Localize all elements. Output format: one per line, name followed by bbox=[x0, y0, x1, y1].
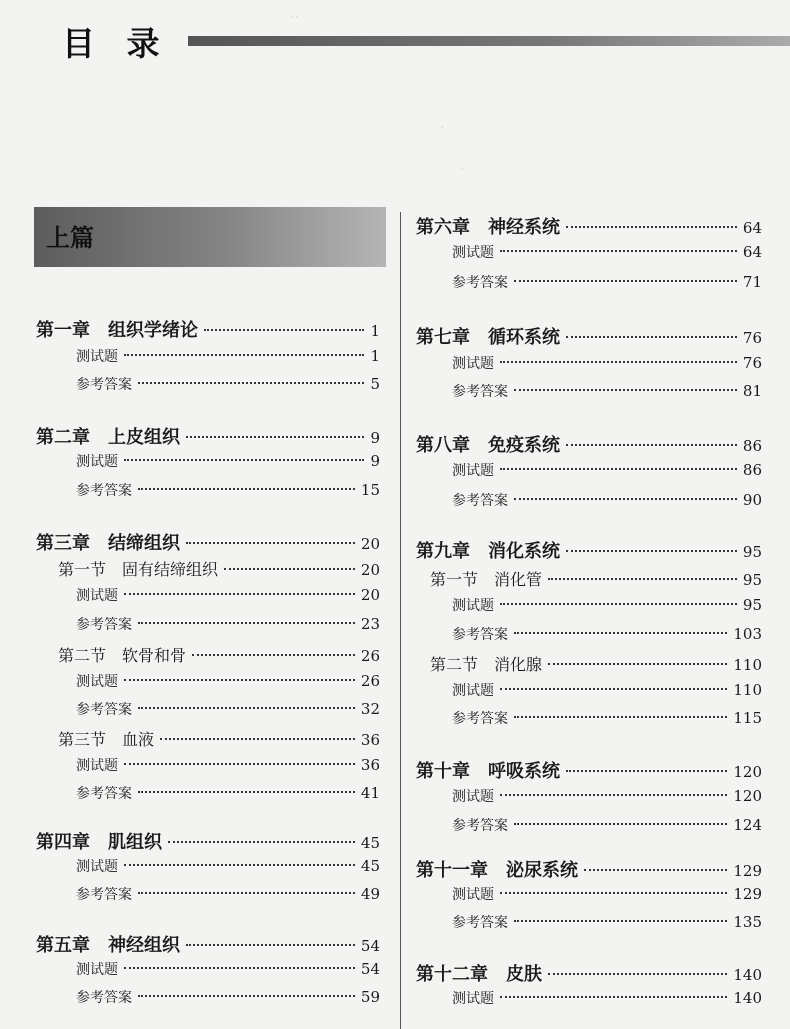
toc-entry-page-number: 129 bbox=[733, 862, 762, 880]
dot-leader bbox=[124, 864, 355, 866]
toc-entry-page-number: 9 bbox=[370, 452, 380, 470]
toc-entry-label: 测试题 bbox=[452, 887, 494, 903]
dot-leader bbox=[566, 226, 737, 228]
toc-entry-label: 第七章 循环系统 bbox=[416, 327, 560, 348]
toc-entry-label: 第二章 上皮组织 bbox=[36, 427, 180, 448]
toc-entry-item bbox=[412, 381, 762, 405]
toc-entry-page-number: 124 bbox=[733, 816, 762, 834]
toc-entry-item bbox=[412, 624, 762, 648]
toc-entry-label: 参考答案 bbox=[76, 887, 132, 903]
toc-entry-label: 第一章 组织学绪论 bbox=[36, 320, 198, 341]
toc-entry-page-number: 76 bbox=[742, 329, 762, 347]
dot-leader bbox=[514, 280, 737, 282]
toc-entry-label: 第二节 软骨和骨 bbox=[58, 646, 187, 665]
dot-leader bbox=[186, 436, 364, 438]
toc-entry-page-number: 140 bbox=[733, 966, 762, 984]
dot-leader bbox=[500, 603, 737, 605]
dot-leader bbox=[138, 892, 355, 894]
toc-entry-item bbox=[412, 786, 762, 810]
toc-entry-item bbox=[36, 959, 380, 983]
toc-entry-page-number: 15 bbox=[360, 481, 380, 499]
toc-entry-item bbox=[412, 460, 762, 484]
dot-leader bbox=[204, 329, 364, 331]
toc-entry-chapter bbox=[412, 757, 762, 781]
toc-entry-label: 测试题 bbox=[452, 683, 494, 699]
toc-entry-item bbox=[412, 912, 762, 936]
toc-entry-page-number: 20 bbox=[360, 586, 380, 604]
toc-entry-item bbox=[412, 815, 762, 839]
toc-entry-label: 第一节 消化管 bbox=[430, 570, 543, 589]
toc-entry-chapter bbox=[412, 960, 762, 984]
toc-entry-label: 参考答案 bbox=[452, 275, 508, 291]
dot-leader bbox=[500, 250, 737, 252]
dot-leader bbox=[168, 841, 355, 843]
dot-leader bbox=[514, 716, 727, 718]
dot-leader bbox=[514, 823, 727, 825]
toc-entry-label: 参考答案 bbox=[452, 384, 508, 400]
toc-entry-item bbox=[36, 346, 380, 370]
toc-entry-item bbox=[36, 884, 380, 908]
toc-entry-label: 参考答案 bbox=[76, 377, 132, 393]
toc-entry-item bbox=[412, 884, 762, 908]
toc-entry-label: 第九章 消化系统 bbox=[416, 541, 560, 562]
toc-entry-label: 参考答案 bbox=[76, 990, 132, 1006]
toc-entry-item bbox=[36, 585, 380, 609]
toc-entry-item bbox=[36, 671, 380, 695]
toc-entry-label: 参考答案 bbox=[452, 915, 508, 931]
toc-entry-page-number: 26 bbox=[360, 647, 380, 665]
toc-entry-page-number: 32 bbox=[360, 700, 380, 718]
toc-entry-item bbox=[36, 856, 380, 880]
dot-leader bbox=[124, 593, 355, 595]
dot-leader bbox=[192, 654, 355, 656]
toc-entry-page-number: 140 bbox=[733, 989, 762, 1007]
toc-entry-item bbox=[36, 783, 380, 807]
toc-entry-item bbox=[36, 699, 380, 723]
dot-leader bbox=[500, 996, 727, 998]
toc-entry-label: 测试题 bbox=[452, 356, 494, 372]
toc-entry-label: 第八章 免疫系统 bbox=[416, 435, 560, 456]
toc-entry-chapter bbox=[36, 828, 380, 852]
toc-entry-page-number: 45 bbox=[360, 834, 380, 852]
toc-entry-item bbox=[412, 988, 762, 1012]
page-title: 目 录 bbox=[62, 24, 170, 63]
toc-entry-page-number: 86 bbox=[742, 437, 762, 455]
dot-leader bbox=[566, 336, 737, 338]
toc-entry-page-number: 20 bbox=[360, 535, 380, 553]
toc-entry-label: 测试题 bbox=[76, 454, 118, 470]
toc-entry-section bbox=[412, 567, 762, 591]
dot-leader bbox=[138, 488, 355, 490]
toc-entry-label: 第五章 神经组织 bbox=[36, 935, 180, 956]
toc-entry-page-number: 110 bbox=[733, 681, 762, 699]
toc-entry-label: 测试题 bbox=[76, 674, 118, 690]
toc-entry-page-number: 41 bbox=[360, 784, 380, 802]
toc-entry-page-number: 110 bbox=[733, 656, 762, 674]
toc-entry-label: 第一节 固有结缔组织 bbox=[58, 560, 219, 579]
toc-entry-page-number: 54 bbox=[360, 937, 380, 955]
dot-leader bbox=[548, 578, 737, 580]
dot-leader bbox=[138, 707, 355, 709]
toc-entry-chapter bbox=[36, 931, 380, 955]
column-divider bbox=[400, 212, 401, 1029]
toc-entry-page-number: 64 bbox=[742, 219, 762, 237]
dot-leader bbox=[514, 920, 727, 922]
toc-entry-page-number: 71 bbox=[742, 273, 762, 291]
toc-entry-page-number: 129 bbox=[733, 885, 762, 903]
toc-entry-chapter bbox=[412, 537, 762, 561]
toc-entry-chapter bbox=[36, 529, 380, 553]
dot-leader bbox=[124, 354, 364, 356]
toc-entry-chapter bbox=[412, 431, 762, 455]
toc-entry-chapter bbox=[412, 323, 762, 347]
toc-entry-page-number: 95 bbox=[742, 543, 762, 561]
toc-entry-chapter bbox=[36, 316, 380, 340]
toc-entry-page-number: 45 bbox=[360, 857, 380, 875]
toc-entry-label: 参考答案 bbox=[452, 818, 508, 834]
dot-leader bbox=[566, 550, 737, 552]
toc-entry-section bbox=[36, 557, 380, 581]
toc-entry-label: 第二节 消化腺 bbox=[430, 655, 543, 674]
toc-entry-item bbox=[412, 490, 762, 514]
toc-entry-page-number: 1 bbox=[370, 347, 380, 365]
toc-entry-label: 参考答案 bbox=[452, 493, 508, 509]
toc-entry-label: 测试题 bbox=[452, 245, 494, 261]
toc-entry-chapter bbox=[412, 856, 762, 880]
toc-entry-item bbox=[36, 755, 380, 779]
dot-leader bbox=[566, 444, 737, 446]
toc-entry-page-number: 120 bbox=[733, 763, 762, 781]
toc-entry-page-number: 95 bbox=[742, 571, 762, 589]
toc-entry-label: 测试题 bbox=[452, 991, 494, 1007]
toc-entry-item bbox=[412, 272, 762, 296]
toc-entry-page-number: 36 bbox=[360, 731, 380, 749]
part-label: 上篇 bbox=[46, 224, 94, 252]
toc-entry-page-number: 23 bbox=[360, 615, 380, 633]
dot-leader bbox=[514, 498, 737, 500]
toc-entry-page-number: 26 bbox=[360, 672, 380, 690]
toc-entry-label: 第四章 肌组织 bbox=[36, 832, 162, 853]
toc-entry-label: 第三章 结缔组织 bbox=[36, 533, 180, 554]
toc-entry-page-number: 95 bbox=[742, 596, 762, 614]
toc-entry-chapter bbox=[412, 213, 762, 237]
toc-entry-page-number: 20 bbox=[360, 561, 380, 579]
dot-leader bbox=[548, 973, 727, 975]
toc-entry-page-number: 1 bbox=[370, 322, 380, 340]
dot-leader bbox=[124, 967, 355, 969]
toc-entry-page-number: 135 bbox=[733, 913, 762, 931]
toc-entry-page-number: 59 bbox=[360, 988, 380, 1006]
toc-entry-section bbox=[36, 727, 380, 751]
dot-leader bbox=[548, 663, 727, 665]
dot-leader bbox=[186, 542, 355, 544]
toc-entry-item bbox=[36, 614, 380, 638]
toc-entry-page-number: 49 bbox=[360, 885, 380, 903]
dot-leader bbox=[138, 995, 355, 997]
dot-leader bbox=[138, 791, 355, 793]
toc-entry-page-number: 54 bbox=[360, 960, 380, 978]
toc-entry-label: 第三节 血液 bbox=[58, 730, 155, 749]
toc-entry-label: 测试题 bbox=[76, 859, 118, 875]
toc-entry-page-number: 86 bbox=[742, 461, 762, 479]
toc-entry-item bbox=[36, 451, 380, 475]
toc-entry-item bbox=[36, 374, 380, 398]
toc-entry-page-number: 115 bbox=[733, 709, 762, 727]
dot-leader bbox=[500, 892, 727, 894]
toc-entry-label: 参考答案 bbox=[452, 627, 508, 643]
dot-leader bbox=[138, 382, 364, 384]
dot-leader bbox=[138, 622, 355, 624]
dot-leader bbox=[514, 389, 737, 391]
toc-entry-item bbox=[412, 595, 762, 619]
toc-entry-label: 测试题 bbox=[76, 349, 118, 365]
toc-entry-item bbox=[412, 708, 762, 732]
toc-entry-chapter bbox=[36, 423, 380, 447]
toc-entry-item bbox=[412, 680, 762, 704]
dot-leader bbox=[500, 468, 737, 470]
toc-entry-item bbox=[36, 987, 380, 1011]
toc-entry-item bbox=[412, 242, 762, 266]
toc-entry-label: 测试题 bbox=[76, 588, 118, 604]
toc-entry-page-number: 76 bbox=[742, 354, 762, 372]
toc-entry-item bbox=[36, 480, 380, 504]
toc-entry-page-number: 81 bbox=[742, 382, 762, 400]
toc-entry-label: 测试题 bbox=[76, 758, 118, 774]
dot-leader bbox=[186, 944, 355, 946]
toc-entry-page-number: 103 bbox=[733, 625, 762, 643]
toc-entry-label: 第十二章 皮肤 bbox=[416, 964, 542, 985]
toc-entry-label: 参考答案 bbox=[76, 617, 132, 633]
toc-entry-label: 第十一章 泌尿系统 bbox=[416, 860, 578, 881]
toc-entry-page-number: 120 bbox=[733, 787, 762, 805]
dot-leader bbox=[566, 770, 727, 772]
toc-entry-label: 参考答案 bbox=[76, 786, 132, 802]
toc-entry-label: 参考答案 bbox=[76, 702, 132, 718]
toc-entry-page-number: 9 bbox=[370, 429, 380, 447]
toc-entry-item bbox=[412, 353, 762, 377]
toc-entry-label: 测试题 bbox=[76, 962, 118, 978]
dot-leader bbox=[500, 688, 727, 690]
toc-entry-page-number: 64 bbox=[742, 243, 762, 261]
dot-leader bbox=[160, 738, 355, 740]
dot-leader bbox=[224, 568, 355, 570]
dot-leader bbox=[500, 361, 737, 363]
toc-entry-section bbox=[36, 643, 380, 667]
toc-entry-page-number: 5 bbox=[370, 375, 380, 393]
dot-leader bbox=[124, 763, 355, 765]
toc-entry-section bbox=[412, 652, 762, 676]
toc-entry-label: 测试题 bbox=[452, 463, 494, 479]
toc-entry-page-number: 90 bbox=[742, 491, 762, 509]
toc-entry-label: 参考答案 bbox=[76, 483, 132, 499]
toc-entry-page-number: 36 bbox=[360, 756, 380, 774]
dot-leader bbox=[500, 794, 727, 796]
toc-entry-label: 参考答案 bbox=[452, 711, 508, 727]
dot-leader bbox=[124, 679, 355, 681]
toc-entry-label: 第六章 神经系统 bbox=[416, 217, 560, 238]
dot-leader bbox=[124, 459, 364, 461]
toc-entry-label: 测试题 bbox=[452, 789, 494, 805]
toc-entry-label: 第十章 呼吸系统 bbox=[416, 761, 560, 782]
toc-entry-label: 测试题 bbox=[452, 598, 494, 614]
dot-leader bbox=[584, 869, 727, 871]
title-rule bbox=[188, 36, 790, 46]
dot-leader bbox=[514, 632, 727, 634]
